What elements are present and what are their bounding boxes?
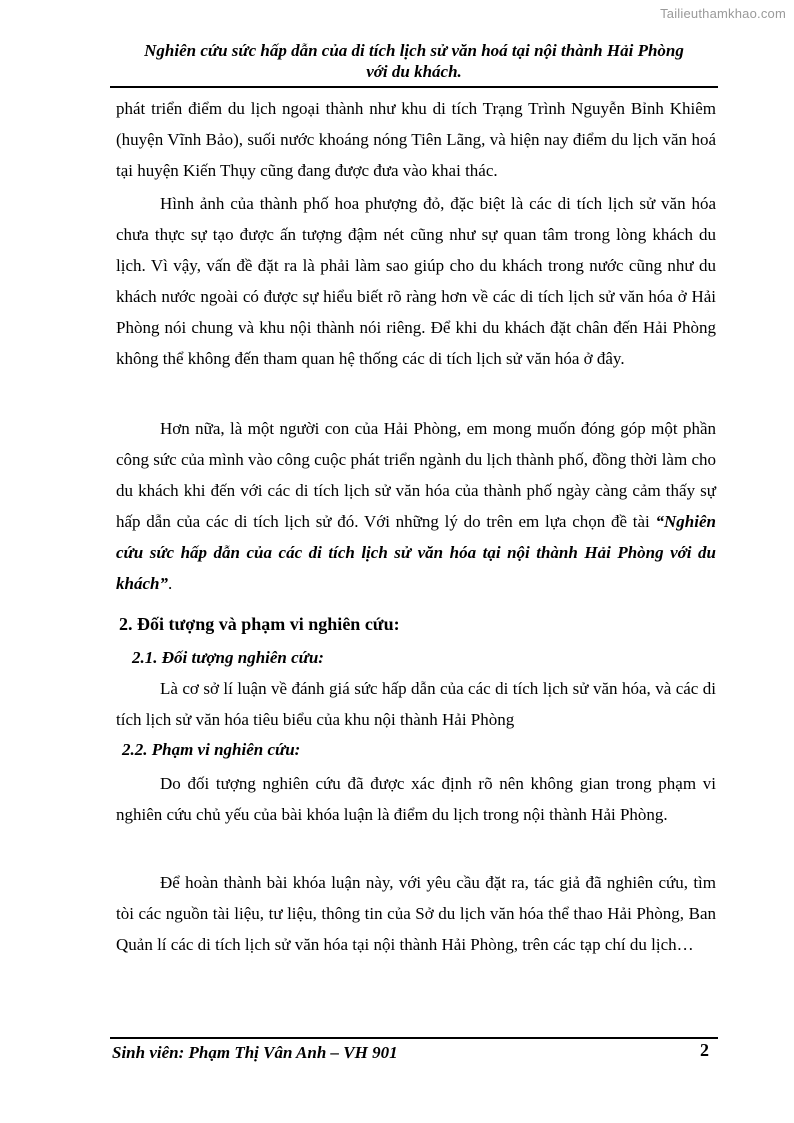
- footer-student: Sinh viên: Phạm Thị Vân Anh – VH 901: [112, 1043, 398, 1062]
- paragraph-2: Hình ảnh của thành phố hoa phượng đỏ, đặc biệt là các di tích lịch sử văn hóa chưa thực sự tạo được ấn tượng đậm nét cũng như sự quan tâm trong lòng khách du lịch. Vì vậy, vấn đề đặt ra là phải làm sao giúp cho du khách trong nước cũng như du khách nước ngoài có được sự hiểu biết rõ ràng hơn về các di tích lịch sử văn hóa ở Hải Phòng nói chung và khu nội thành nói riêng. Để khi du khách đặt chân đến Hải Phòng không thể không đến tham quan hệ thống các di tích lịch sử văn hóa ở đây.: [116, 194, 716, 368]
- paragraph-block-5: [116, 768, 716, 830]
- header-title-line1: Nghiên cứu sức hấp dẫn của di tích lịch sử văn hoá tại nội thành Hải Phòng: [144, 41, 684, 60]
- subsection-2-2-heading: 2.2. Phạm vi nghiên cứu:: [122, 740, 301, 759]
- paragraph-3-end: .: [167, 574, 173, 593]
- page-number: 2: [700, 1040, 709, 1060]
- paragraph-block-4: [116, 673, 716, 735]
- subsection-2-1-heading: 2.1. Đối tượng nghiên cứu:: [132, 648, 324, 667]
- footer-divider: [110, 1037, 718, 1039]
- paragraph-3: [116, 413, 716, 599]
- section-2-heading: 2. Đối tượng và phạm vi nghiên cứu:: [119, 614, 400, 634]
- paragraph-1: phát triển điểm du lịch ngoại thành như khu di tích Trạng Trình Nguyễn Bỉnh Khiêm (huyện Vĩnh Bảo), suối nước khoáng nóng Tiên Lãng, và hiện nay điểm du lịch văn hoá tại huyện Kiến Thụy cũng đang được đưa vào khai thác.: [116, 99, 716, 180]
- thesis-title-quote: “Nghiên cứu sức hấp dẫn của các di tích lịch sử văn hóa tại nội thành Hải Phòng với du khách”: [116, 512, 716, 593]
- paragraph-block-3: [116, 413, 716, 599]
- paragraph-block-2: [116, 188, 716, 374]
- header-title-line2: với du khách.: [366, 62, 462, 81]
- paragraph-3-text: Hơn nữa, là một người con của Hải Phòng, em mong muốn đóng góp một phần công sức của mình vào công cuộc phát triển ngành du lịch thành phố, đồng thời làm cho du khách khi đến với các di tích lịch sử văn hóa của thành phố ngày càng cảm thấy sự hấp dẫn của các di tích lịch sử đó. Với những lý do trên em lựa chọn đề tài: [116, 419, 716, 531]
- paragraph-block-6: [116, 867, 716, 960]
- paragraph-6: Để hoàn thành bài khóa luận này, với yêu cầu đặt ra, tác giả đã nghiên cứu, tìm tòi các nguồn tài liệu, tư liệu, thông tin của Sở du lịch văn hóa thể thao Hải Phòng, Ban Quản lí các di tích lịch sử văn hóa tại nội thành Hải Phòng, trên các tạp chí du lịch…: [116, 873, 716, 954]
- page-header: [112, 40, 716, 82]
- paragraph-4: Là cơ sở lí luận về đánh giá sức hấp dẫn của các di tích lịch sử văn hóa, và các di tích lịch sử văn hóa tiêu biểu của khu nội thành Hải Phòng: [116, 679, 716, 729]
- paragraph-continued: [116, 93, 716, 186]
- watermark: Tailieuthamkhao.com: [660, 6, 786, 21]
- header-divider: [110, 86, 718, 88]
- paragraph-5: Do đối tượng nghiên cứu đã được xác định rõ nên không gian trong phạm vi nghiên cứu chủ yếu của bài khóa luận là điểm du lịch trong nội thành Hải Phòng.: [116, 774, 716, 824]
